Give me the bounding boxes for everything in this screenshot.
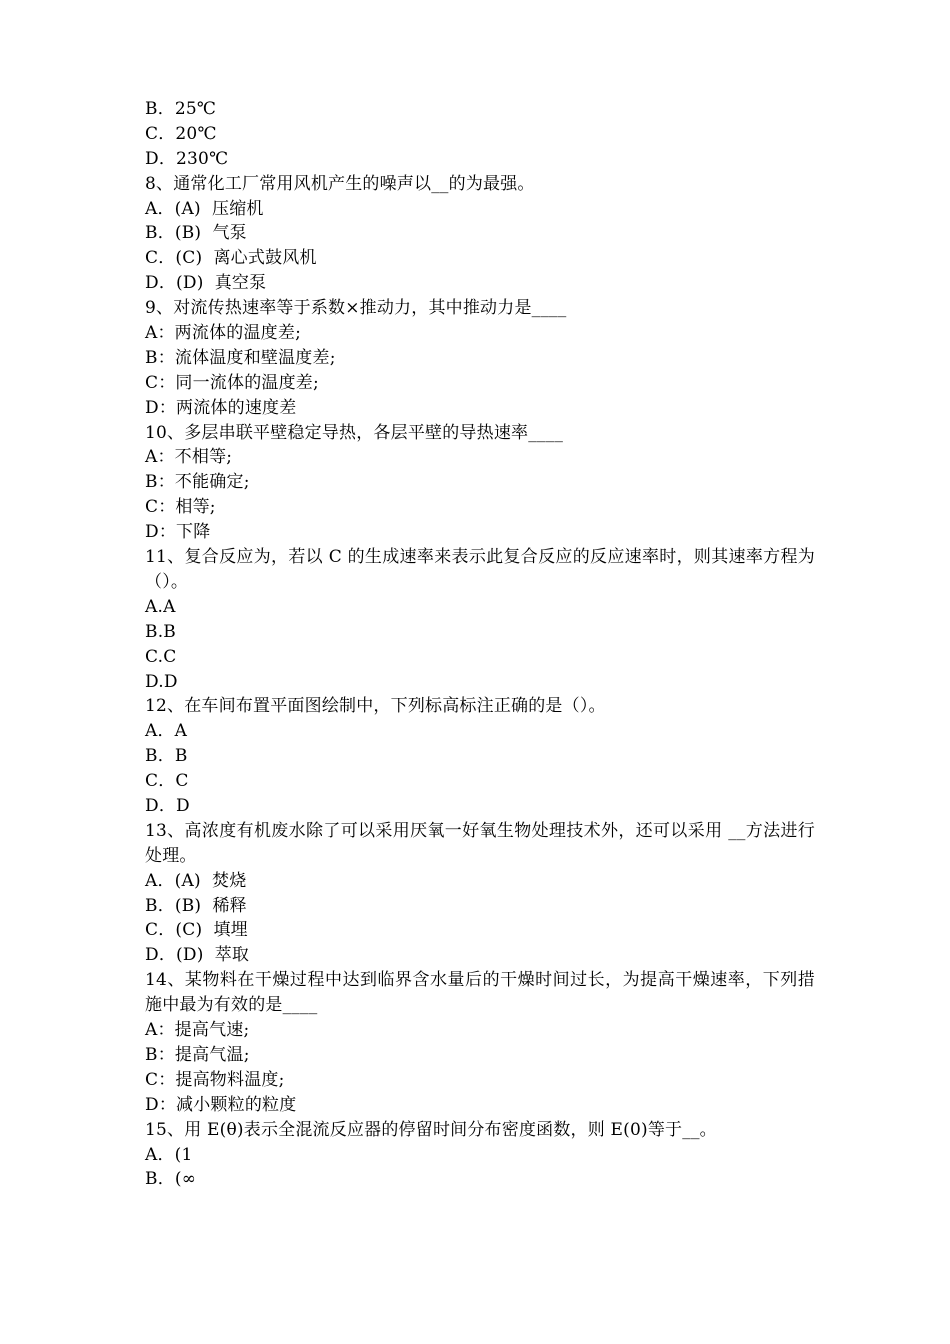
- text-line: 10、多层串联平壁稳定导热，各层平壁的导热速率____: [145, 422, 564, 443]
- text-line: D．(D) 真空泵: [145, 273, 267, 294]
- text-line: C：相等;: [145, 497, 216, 518]
- document-body: [145, 97, 815, 1192]
- text-line: A：不相等;: [145, 447, 233, 468]
- text-line: C．(C) 填埋: [145, 920, 248, 941]
- text-line: C．20℃: [145, 123, 217, 144]
- text-line: B：提高气温;: [145, 1044, 250, 1065]
- text-line: 9、对流传热速率等于系数×推动力，其中推动力是____: [145, 298, 567, 319]
- text-line: C．C: [145, 771, 189, 792]
- text-line: C.C: [145, 646, 177, 667]
- text-line: B：流体温度和壁温度差;: [145, 347, 336, 368]
- text-line: B：不能确定;: [145, 472, 250, 493]
- text-line: B．B: [145, 746, 188, 767]
- text-line: 12、在车间布置平面图绘制中，下列标高标注正确的是（）。: [145, 696, 606, 717]
- text-line: D．(D) 萃取: [145, 945, 250, 966]
- text-line: A．(A) 焚烧: [145, 870, 247, 891]
- text-line: A．(1: [145, 1144, 193, 1165]
- text-line: 14、某物料在干燥过程中达到临界含水量后的干燥时间过长，为提高干燥速率，下列措施中最为有效的是____: [145, 970, 815, 1016]
- text-line: B．(B) 稀释: [145, 895, 247, 916]
- text-line: A．(A) 压缩机: [145, 198, 264, 219]
- text-line: D：下降: [145, 522, 211, 543]
- text-line: D．230℃: [145, 148, 229, 169]
- text-line: B.B: [145, 621, 176, 642]
- text-line: A：提高气速;: [145, 1020, 250, 1041]
- text-line: A：两流体的温度差;: [145, 323, 302, 344]
- text-line: A．A: [145, 721, 188, 742]
- text-line: D．D: [145, 795, 190, 816]
- text-line: A.A: [145, 596, 176, 617]
- text-line: 8、通常化工厂常用风机产生的噪声以__的为最强。: [145, 173, 535, 194]
- text-line: B．(B) 气泵: [145, 223, 247, 244]
- text-line: C：提高物料温度;: [145, 1069, 285, 1090]
- text-line: D.D: [145, 671, 178, 692]
- text-line: D：减小颗粒的粒度: [145, 1094, 297, 1115]
- text-line: C．(C) 离心式鼓风机: [145, 248, 317, 269]
- text-line: 13、高浓度有机废水除了可以采用厌氧一好氧生物处理技术外，还可以采用 __方法进行处理。: [145, 820, 815, 866]
- text-line: 15、用 E(θ)表示全混流反应器的停留时间分布密度函数，则 E(0)等于__。: [145, 1119, 717, 1140]
- text-line: C：同一流体的温度差;: [145, 372, 319, 393]
- text-line: 11、复合反应为，若以 C 的生成速率来表示此复合反应的反应速率时，则其速率方程为（）。: [145, 547, 815, 592]
- text-line: D：两流体的速度差: [145, 397, 297, 418]
- text-line: B．(∞: [145, 1169, 197, 1190]
- text-line: B．25℃: [145, 99, 217, 119]
